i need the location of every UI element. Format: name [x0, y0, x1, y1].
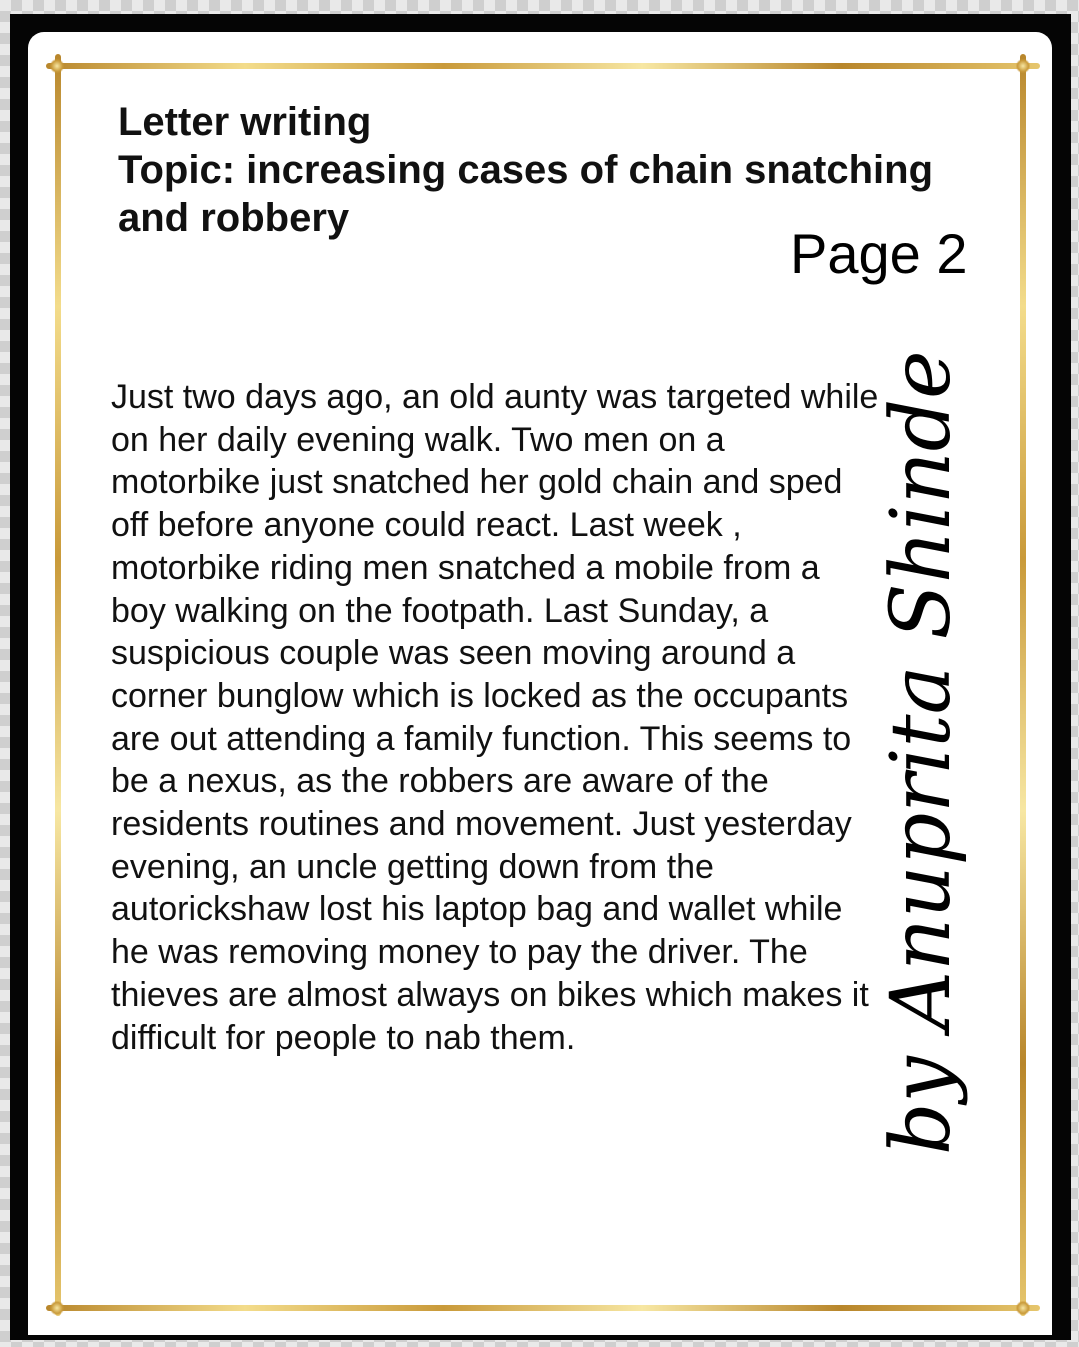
gold-border-left [55, 54, 61, 1316]
gold-corner-bottom-right [1016, 1301, 1030, 1315]
gold-corner-top-right [1016, 59, 1030, 73]
gold-corner-top-left [50, 59, 64, 73]
letter-body: Just two days ago, an old aunty was targeted while on her daily evening walk. Two men on a motorbike just snatched her gold chain and sped off before anyone could react. Last week , motorbike riding men snatched a mobile from a boy walking on the footpath. Last Sunday, a suspicious couple was seen moving around a corner bunglow which is locked as the occupants are out attending a family function. This seems to be a nexus, as the robbers are aware of the residents routines and movement. Just yesterday evening, an uncle getting down from the autorickshaw lost his laptop bag and wallet while he was removing money to pay the driver. The thieves are almost always on bikes which makes it difficult for people to nab them. [111, 378, 879, 1057]
gold-border-right [1020, 54, 1026, 1316]
author-signature: by Anuprita Shinde [874, 350, 969, 1155]
letter-title: Letter writing Topic: increasing cases of chain snatching and robbery [118, 100, 934, 240]
gold-corner-bottom-left [50, 1301, 64, 1315]
page-number: Page 2 [790, 222, 968, 285]
gold-border-bottom [46, 1305, 1040, 1311]
gold-border-top [46, 63, 1040, 69]
